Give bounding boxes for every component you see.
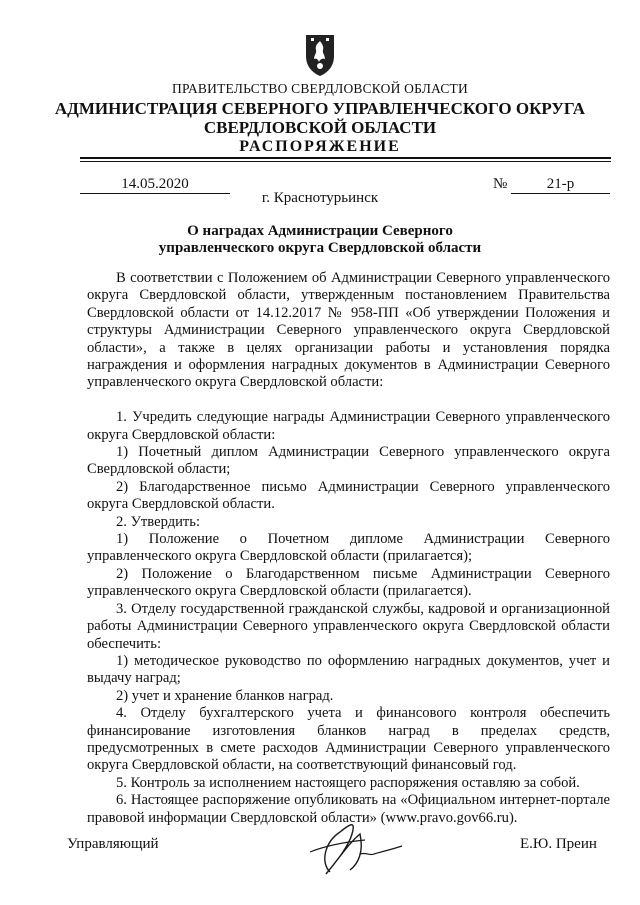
signer-position: Управляющий <box>67 836 159 852</box>
clause-3-item-1: 1) методическое руководство по оформлению наградных документов, учет и выдачу наград; <box>87 652 610 687</box>
document-body <box>87 270 610 827</box>
clause-2-item-2: 2) Положение о Благодарственном письме Администрации Северного управленческого округа Свердловской области (прилагается). <box>87 565 610 600</box>
header-divider-thin <box>80 161 611 162</box>
administration-name-line2: СВЕРДЛОВСКОЙ ОБЛАСТИ <box>203 118 437 137</box>
government-name: ПРАВИТЕЛЬСТВО СВЕРДЛОВСКОЙ ОБЛАСТИ <box>172 81 468 96</box>
document-type: РАСПОРЯЖЕНИЕ <box>239 138 401 155</box>
preamble: В соответствии с Положением об Администрации Северного управленческого округа Свердловской области, утвержденным постановлением Правительства Свердловской области от 14.12.2017 № 958-ПП «Об утверждении Положения и структуры Администрации Северного управленческого округа Свердловской области», а также в целях организации работы и установления порядка награждения и оформления наградных документов в Администрации Северного управленческого округа Свердловской области: <box>87 270 610 391</box>
document-city: г. Краснотурьинск <box>261 190 379 206</box>
clause-3-item-2: 2) учет и хранение бланков наград. <box>116 687 334 704</box>
clause-3: 3. Отделу государственной гражданской службы, кадровой и организационной работы Администрации Северного управленческого округа Свердловской области обеспечить: <box>87 600 610 652</box>
handwritten-signature-icon <box>290 812 410 880</box>
clause-1-item-1: 1) Почетный диплом Администрации Северного управленческого округа Свердловской области; <box>87 444 610 478</box>
header-divider-thick <box>80 157 611 159</box>
number-label: № <box>493 176 508 192</box>
clause-1-item-2: 2) Благодарственное письмо Администрации Северного управленческого округа Свердловской области. <box>87 478 610 513</box>
clause-2: 2. Утвердить: <box>116 513 201 530</box>
clause-5: 5. Контроль за исполнением настоящего распоряжения оставляю за собой. <box>116 774 580 791</box>
document-title-line1: О наградах Администрации Северного <box>187 223 453 239</box>
clause-1: 1. Учредить следующие награды Администрации Северного управленческого округа Свердловской области: <box>87 409 610 443</box>
clause-6: 6. Настоящее распоряжение опубликовать на «Официальном интернет-портале правовой информации Свердловской области» (www.pravo.gov66.ru). <box>87 792 610 826</box>
signer-name: Е.Ю. Преин <box>520 836 597 852</box>
administration-name-line1: АДМИНИСТРАЦИЯ СЕВЕРНОГО УПРАВЛЕНЧЕСКОГО ОКРУГА <box>54 99 586 118</box>
document-title-line2: управленческого округа Свердловской области <box>158 240 482 256</box>
clause-4: 4. Отделу бухгалтерского учета и финансового контроля обеспечить финансирование изготовления бланков наград в пределах средств, предусмотренных в смете расходов Администрации Северного управленческого округа Свердловской области, на соответствующий финансовый год. <box>87 705 610 774</box>
document-date: 14.05.2020 <box>80 175 230 194</box>
clause-2-item-1: 1) Положение о Почетном дипломе Администрации Северного управленческого округа Свердловской области (прилагается); <box>87 531 610 565</box>
coat-of-arms-icon <box>301 32 339 78</box>
document-number: 21-р <box>511 175 610 194</box>
